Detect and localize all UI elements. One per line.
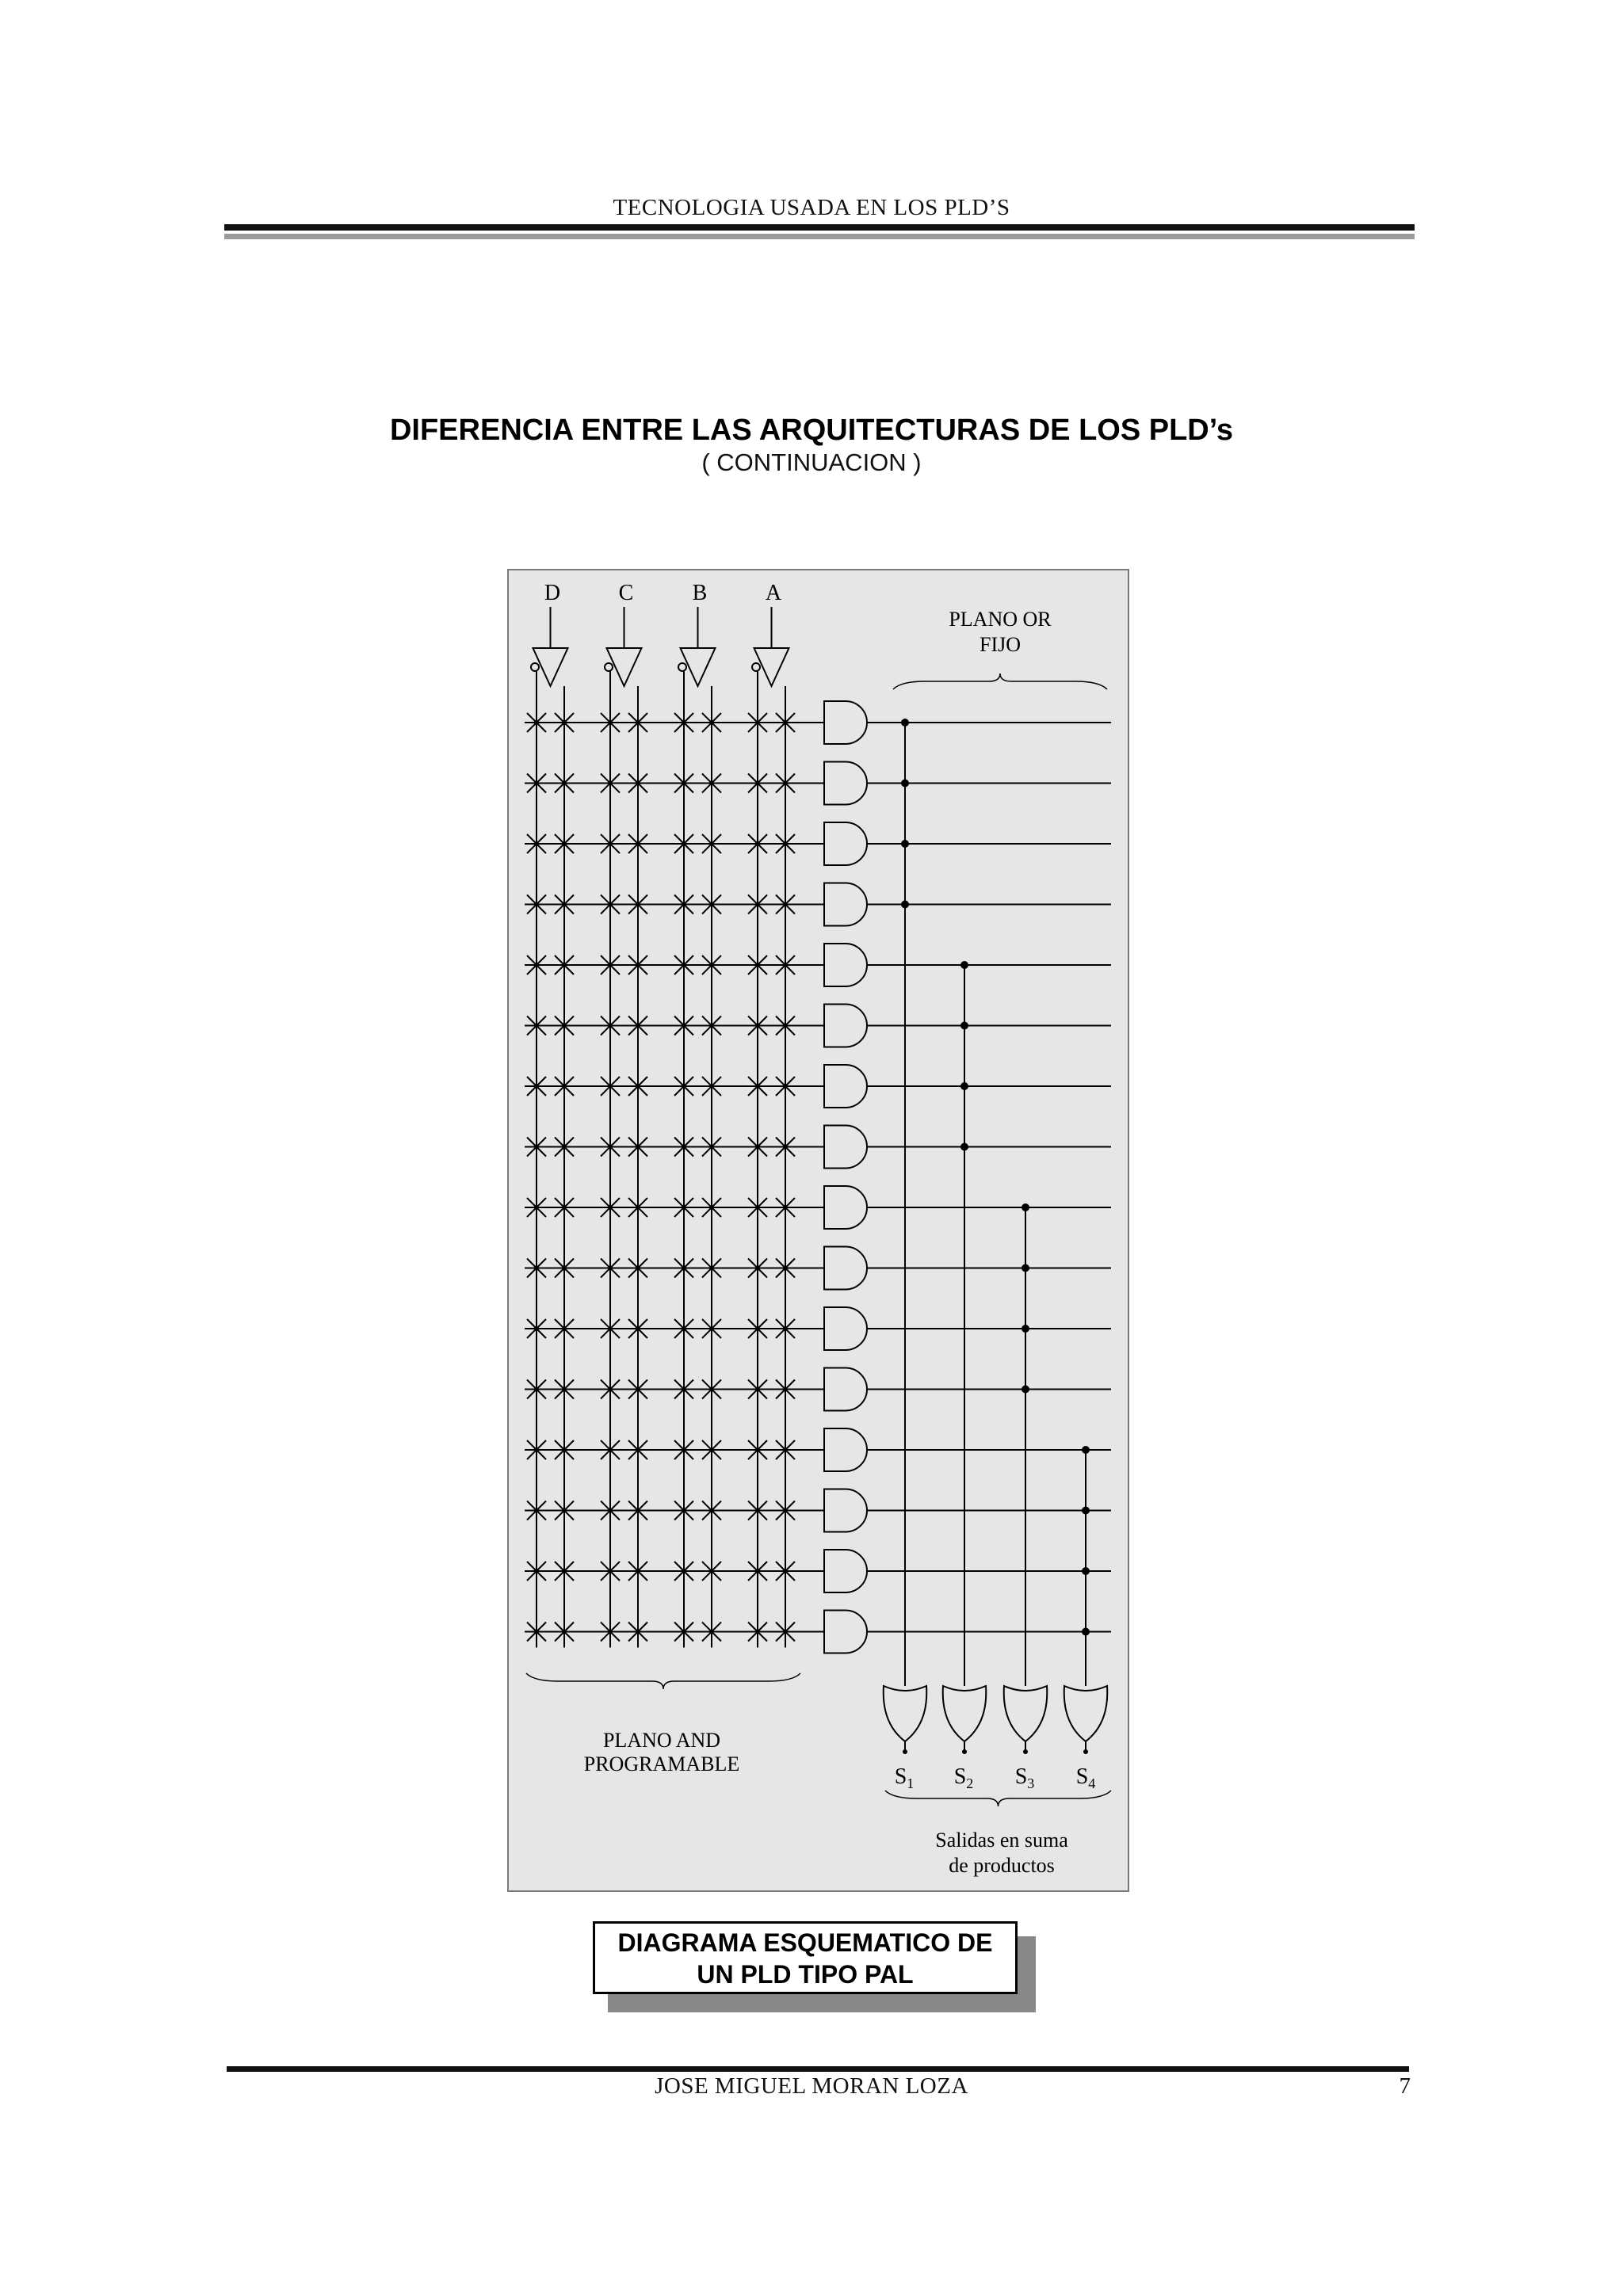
pal-schematic-diagram: [507, 569, 1129, 1892]
and-plane-label-line2: PROGRAMABLE: [583, 1753, 740, 1775]
and-gate: [824, 1368, 867, 1411]
or-plane-brace: [893, 673, 1107, 689]
page-title: DIFERENCIA ENTRE LAS ARQUITECTURAS DE LOS PLD’s: [389, 414, 1234, 447]
and-plane-label-line1: PLANO AND: [602, 1729, 721, 1752]
and-gate: [824, 1611, 867, 1653]
inverter-bubble: [531, 663, 539, 671]
running-header: TECNOLOGIA USADA EN LOS PLD’S: [613, 195, 1010, 220]
header-rule: [224, 224, 1415, 231]
header-rule-shadow: [224, 234, 1415, 239]
inverter-bubble: [678, 663, 686, 671]
and-gate: [824, 762, 867, 805]
diagram-caption-box: [593, 1921, 1018, 1994]
and-gate: [824, 1428, 867, 1471]
output-label-s2: $S_2$: [953, 1764, 974, 1791]
page-number: 7: [1399, 2073, 1411, 2099]
or-connection-dot: [1022, 1325, 1029, 1333]
and-gate: [824, 883, 867, 926]
or-gate: [884, 1686, 927, 1741]
or-connection-dot: [1082, 1446, 1090, 1454]
caption-line-2: UN PLD TIPO PAL: [697, 1960, 914, 1989]
and-gate: [824, 822, 867, 865]
input-label-b: B: [692, 581, 708, 605]
or-connection-dot: [960, 1143, 968, 1151]
or-connection-dot: [1082, 1628, 1090, 1636]
or-connection-dot: [1022, 1203, 1029, 1211]
or-connection-dot: [960, 961, 968, 969]
or-gate: [943, 1686, 987, 1741]
or-connection-dot: [1022, 1386, 1029, 1394]
and-gate: [824, 1065, 867, 1108]
or-connection-dot: [901, 840, 909, 848]
or-gate: [1004, 1686, 1048, 1741]
inverter-bubble: [605, 663, 613, 671]
or-connection-dot: [1082, 1507, 1090, 1515]
or-connection-dot: [960, 1022, 968, 1030]
and-gate: [824, 1126, 867, 1169]
and-gate: [824, 944, 867, 986]
output-terminal-dot: [903, 1749, 907, 1754]
or-connection-dot: [901, 719, 909, 727]
outputs-label-line2: de productos: [949, 1854, 1055, 1877]
pal-schematic-svg: [509, 570, 1131, 1894]
output-terminal-dot: [1083, 1749, 1088, 1754]
or-plane-label-line2: FIJO: [979, 633, 1022, 656]
or-connection-dot: [1022, 1264, 1029, 1272]
or-connection-dot: [1082, 1567, 1090, 1575]
and-plane-brace: [526, 1673, 800, 1689]
outputs-brace: [885, 1791, 1111, 1806]
or-plane-label-line1: PLANO OR: [949, 608, 1052, 631]
outputs-label-line1: Salidas en suma: [935, 1829, 1068, 1852]
or-gate: [1064, 1686, 1108, 1741]
or-connection-dot: [901, 901, 909, 909]
output-label-s1: $S_1$: [894, 1764, 915, 1791]
or-connection-dot: [901, 780, 909, 788]
or-connection-dot: [960, 1082, 968, 1090]
input-label-d: D: [544, 581, 561, 605]
and-gate: [824, 1186, 867, 1229]
and-gate: [824, 1550, 867, 1592]
output-terminal-dot: [1023, 1749, 1028, 1754]
and-gate: [824, 701, 867, 744]
and-gate: [824, 1489, 867, 1532]
page-subtitle: ( CONTINUACION ): [701, 448, 922, 476]
footer-author: JOSE MIGUEL MORAN LOZA: [655, 2073, 968, 2099]
and-gate: [824, 1247, 867, 1290]
output-label-s4: $S_4$: [1075, 1764, 1096, 1791]
and-gate: [824, 1005, 867, 1047]
input-label-a: A: [765, 581, 782, 605]
caption-line-1: DIAGRAMA ESQUEMATICO DE: [617, 1928, 993, 1957]
and-gate: [824, 1307, 867, 1350]
footer-rule: [227, 2066, 1409, 2072]
input-label-c: C: [618, 581, 634, 605]
inverter-bubble: [752, 663, 760, 671]
output-terminal-dot: [962, 1749, 967, 1754]
output-label-s3: $S_3$: [1014, 1764, 1035, 1791]
